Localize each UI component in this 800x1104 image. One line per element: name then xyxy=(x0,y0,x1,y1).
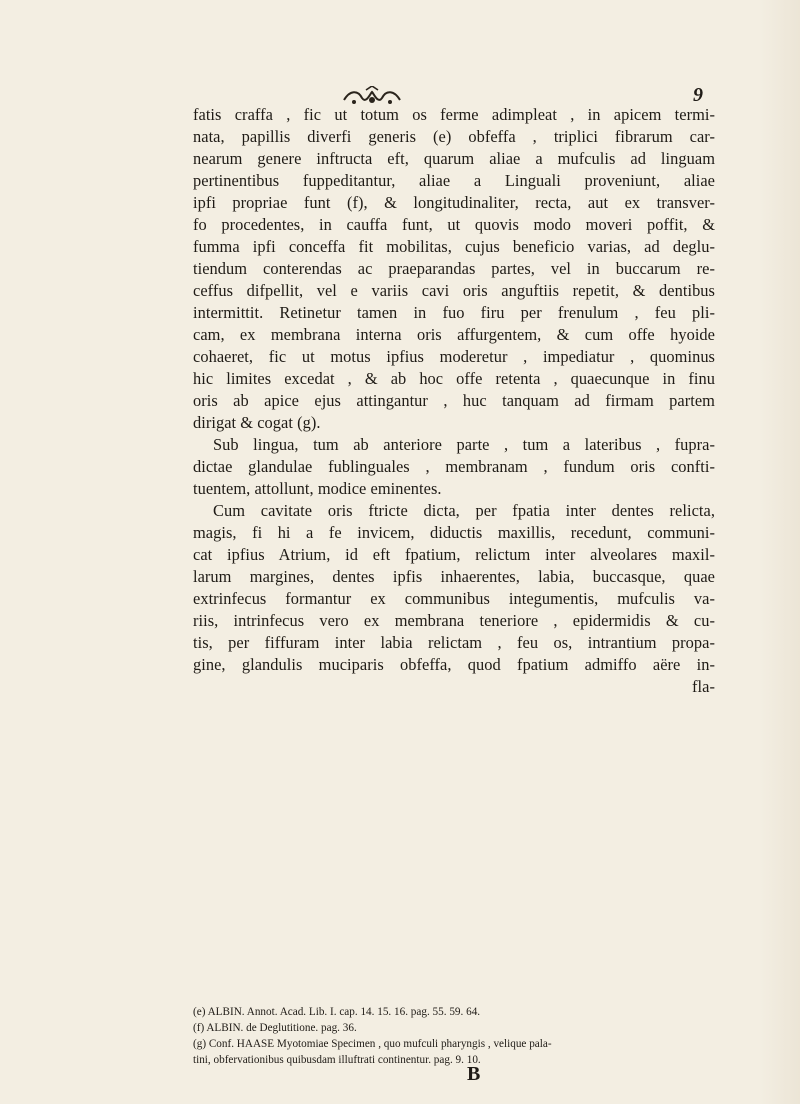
text-line: extrinfecus formantur ex communibus integumentis, mufculis va- xyxy=(193,589,715,608)
text-line: cat ipfius Atrium, id eft fpatium, relictum inter alveolares maxil- xyxy=(193,545,715,564)
page-number: 9 xyxy=(693,84,703,106)
text-line: tuentem, attollunt, modice eminentes. xyxy=(193,479,442,498)
text-line: hic limites excedat , & ab hoc offe retenta , quaecunque in finu xyxy=(193,369,715,388)
text-line: larum margines, dentes ipfis inhaerentes, labia, buccasque, quae xyxy=(193,567,715,586)
text-line: riis, intrinfecus vero ex membrana teneriore , epidermidis & cu- xyxy=(193,611,715,630)
text-line: nearum genere inftructa eft, quarum aliae a mufculis ad linguam xyxy=(193,149,715,168)
text-line: tis, per fiffuram inter labia relictam , feu os, intrantium propa- xyxy=(193,633,715,652)
text-line: magis, fi hi a fe invicem, diductis maxillis, recedunt, communi- xyxy=(193,523,715,542)
text-line: ipfi propriae funt (f), & longitudinaliter, recta, aut ex transver- xyxy=(193,193,715,212)
text-line: fumma ipfi conceffa fit mobilitas, cujus beneficio varias, ad deglu- xyxy=(193,237,715,256)
paragraph-start-line: Sub lingua, tum ab anteriore parte , tum a lateribus , fupra- xyxy=(213,435,715,454)
text-line: fo procedentes, in cauffa funt, ut quovis modo moveri poffit, & xyxy=(193,215,715,234)
footnotes xyxy=(193,1004,718,1068)
text-line: pertinentibus fuppeditantur, aliae a Linguali proveniunt, aliae xyxy=(193,171,715,190)
text-line: gine, glandulis muciparis obfeffa, quod fpatium admiffo aëre in- xyxy=(193,655,715,674)
footnote: (e) ALBIN. Annot. Acad. Lib. I. cap. 14. 15. 16. pag. 55. 59. 64. xyxy=(193,1006,481,1018)
catchword: fla- xyxy=(692,677,715,696)
text-line: ceffus difpellit, vel e variis cavi oris anguftiis repetit, & dentibus xyxy=(193,281,715,300)
footnote: (f) ALBIN. de Deglutitione. pag. 36. xyxy=(193,1022,357,1034)
paragraph-start-line: Cum cavitate oris ftricte dicta, per fpatia inter dentes relicta, xyxy=(213,501,715,520)
body-text xyxy=(193,104,715,698)
text-line: dictae glandulae fublinguales , membranam , fundum oris confti- xyxy=(193,457,715,476)
text-line: intermittit. Retinetur tamen in fuo firu per frenulum , feu pli- xyxy=(193,303,715,322)
signature-mark: B xyxy=(467,1063,481,1085)
text-line: cohaeret, fic ut motus ipfius moderetur , impediatur , quominus xyxy=(193,347,715,366)
text-line: oris ab apice ejus attingantur , huc tanquam ad firmam partem xyxy=(193,391,715,410)
footnote: (g) Conf. HAASE Myotomiae Specimen , quo mufculi pharyngis , velique pala- xyxy=(193,1038,552,1050)
page-edge-shading xyxy=(760,0,800,1104)
text-line: tiendum conterendas ac praeparandas partes, vel in buccarum re- xyxy=(193,259,715,278)
text-line: fatis craffa , fic ut totum os ferme adimpleat , in apicem termi- xyxy=(193,105,715,124)
text-line: dirigat & cogat (g). xyxy=(193,413,321,432)
footnote-continuation: tini, obfervationibus quibusdam illuftrati continentur. pag. 9. 10. xyxy=(193,1054,481,1066)
text-line: cam, ex membrana interna oris affurgentem, & cum offe hyoide xyxy=(193,325,715,344)
text-line: nata, papillis diverfi generis (e) obfeffa , triplici fibrarum car- xyxy=(193,127,715,146)
